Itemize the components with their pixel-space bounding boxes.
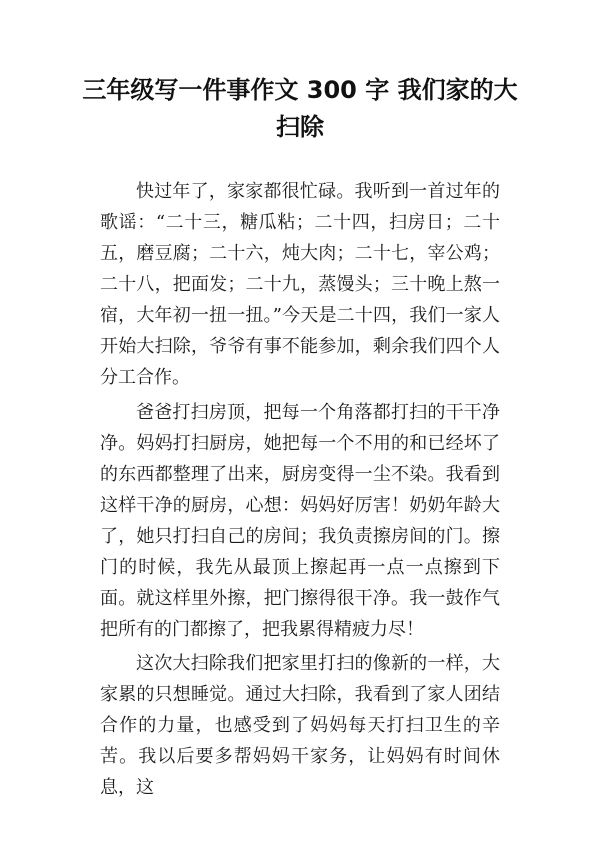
essay-body	[100, 176, 500, 807]
paragraph-2: 爸爸打扫房顶，把每一个角落都打扫的干干净净。妈妈打扫厨房，她把每一个不用的和已经坏了的东西都整理了出来，厨房变得一尘不染。我看到这样干净的厨房，心想：妈妈好厉害！奶奶年龄大了，她只打扫自己的房间；我负责擦房间的门。擦门的时候，我先从最顶上擦起再一点一点擦到下面。就这样里外擦，把门擦得很干净。我一鼓作气把所有的门都擦了，把我累得精疲力尽！	[100, 401, 500, 640]
paragraph-1: 快过年了，家家都很忙碌。我听到一首过年的歌谣：“二十三，糖瓜粘；二十四，扫房日；二十五，磨豆腐；二十六，炖大肉；二十七，宰公鸡；二十八，把面发；二十九，蒸馒头；三十晚上熬一宿，大年初一扭一扭。”今天是二十四，我们一家人开始大扫除，爷爷有事不能参加，剩余我们四个人分工合作。	[100, 181, 500, 388]
page-title: 三年级写一件事作文 300 字 我们家的大扫除	[82, 76, 518, 141]
paragraph-3: 这次大扫除我们把家里打扫的像新的一样，大家累的只想睡觉。通过大扫除，我看到了家人团结合作的力量，也感受到了妈妈每天打扫卫生的辛苦。我以后要多帮妈妈干家务，让妈妈有时间休息，这	[100, 653, 500, 798]
